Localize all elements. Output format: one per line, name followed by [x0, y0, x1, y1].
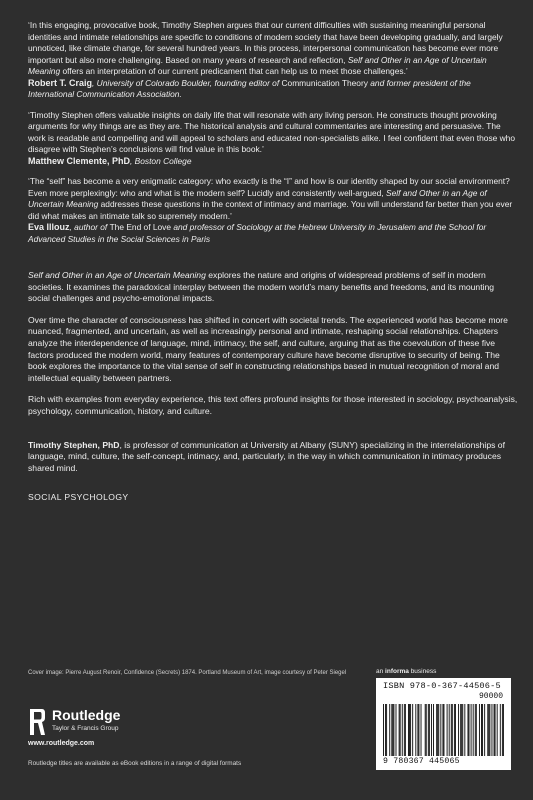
barcode-bar: [476, 704, 477, 756]
ebook-note: Routledge titles are available as eBook editions in a range of digital formats: [28, 760, 242, 767]
barcode-bar: [458, 704, 459, 756]
back-cover-text: [28, 20, 518, 502]
publisher-group: Taylor & Francis Group: [52, 725, 119, 732]
barcode-bar: [421, 704, 422, 756]
barcode-bar: [383, 704, 384, 756]
barcode-bar: [442, 704, 443, 756]
description-paragraph: Over time the character of consciousness has shifted in concert with societal trends. The experienced world has become more nuanced, fragmented, and uncertain, as well as increasingly personal and intimate, reshaping social relationships. Chapters analyze the interdependence of language, mind, intimacy, the self, and culture, arguing that as the coevolution of these five factors produced the modern world, many features of contemporary culture have become disruptive to security of being. The book explores the importance to the vital sense of self in constructing relationships based in mutual recognition of moral and intellectual equality between partners.: [28, 314, 508, 383]
barcode-bar: [452, 704, 453, 756]
barcode-bar: [425, 704, 426, 756]
barcode-bar: [444, 704, 445, 756]
barcode-bar: [482, 704, 483, 756]
endorser-affiliation: , author of: [69, 222, 110, 232]
barcode-bar: [415, 704, 416, 756]
barcode-number: 9 780367 445065: [383, 757, 460, 766]
barcode-bar: [479, 704, 480, 756]
author-bio: [28, 440, 518, 475]
journal-title: Communication Theory: [281, 77, 368, 88]
barcode-bar: [417, 704, 418, 756]
barcode-bar: [440, 704, 441, 756]
barcode-bar: [475, 704, 476, 756]
isbn-text: ISBN 978-0-367-44506-5: [383, 681, 501, 691]
barcode-bar: [473, 704, 474, 756]
quote-text-after: addresses these questions in the context of intimacy and marriage. You will understand far better than you ever did what makes an intimate talk so supremely modern.’: [28, 199, 513, 221]
quote-attribution: [28, 156, 518, 168]
informa-brand: informa: [385, 668, 409, 675]
barcode-bar: [455, 704, 456, 756]
barcode-bar: [410, 704, 411, 756]
endorser-name: Matthew Clemente, PhD: [28, 155, 131, 166]
endorser-affiliation-rest: and former president of the International Communication Association.: [28, 77, 471, 99]
endorsement-quote: [28, 110, 518, 168]
barcode-bar: [402, 704, 403, 756]
quote-attribution: [28, 78, 518, 101]
publisher-url: www.routledge.com: [28, 740, 95, 747]
quote-text: ‘The “self” has become a very enigmatic category: who exactly is the “I” and how is our identity shaped by our social environment? Even more perplexingly: who and what is the modern self? Lucidly and consistently well-argued,: [28, 176, 510, 198]
barcode-bar: [503, 704, 504, 756]
barcode-bar: [451, 704, 452, 756]
barcode-bar: [431, 704, 432, 756]
barcode-bar: [409, 704, 410, 756]
barcode-bar: [502, 704, 503, 756]
barcode-bar: [399, 704, 400, 756]
barcode-bar: [400, 704, 401, 756]
endorsement-quote: [28, 20, 518, 101]
barcode-bars: [383, 704, 504, 756]
endorser-affiliation: , Boston College: [130, 155, 192, 166]
endorser-affiliation: , University of Colorado Boulder, founding editor of: [92, 77, 282, 88]
endorser-affiliation-rest: and professor of Sociology at the Hebrew University in Jerusalem and the School for Advanced Studies in the Social Sciences in Paris: [28, 222, 487, 244]
description-text: explores the nature and origins of widespread problems of self in modern societies. It examines the paradoxical interplay between the modern world’s many benefits and freedoms, and its mounting social challenges and psycho-emotional impacts.: [28, 270, 495, 304]
publisher-name: Routledge: [52, 707, 121, 723]
barcode-bar: [471, 704, 472, 756]
quote-attribution: [28, 222, 518, 245]
barcode-bar: [385, 704, 386, 756]
barcode-bar: [489, 704, 490, 756]
quote-text: ‘In this engaging, provocative book, Timothy Stephen argues that our current difficulties with sustaining meaningful personal identities and intimate relationships are specific to conditions of modern society that have been developing gradually, and largely unnoticed, like climate change, for several hundred years. In this process, interpersonal communication has become ever more important but also more challenging. Based on many years of research and reflection,: [28, 20, 503, 65]
barcode-bar: [436, 704, 437, 756]
barcode-bar: [460, 704, 461, 756]
description-paragraph: Rich with examples from everyday experience, this text offers profound insights for those interested in sociology, psychoanalysis, psychology, communication, history, and culture.: [28, 394, 518, 416]
barcode-bar: [393, 704, 394, 756]
barcode-bar: [494, 704, 495, 756]
barcode-bar: [464, 704, 465, 756]
barcode-bar: [447, 704, 448, 756]
barcode-bar: [408, 704, 409, 756]
isbn-barcode: [376, 678, 511, 770]
price-addon: 90000: [478, 692, 503, 701]
barcode-bar: [461, 704, 462, 756]
barcode-bar: [426, 704, 427, 756]
barcode-bar: [497, 704, 498, 756]
barcode-bar: [454, 704, 455, 756]
informa-business-label: [376, 668, 436, 675]
endorser-name: Robert T. Craig: [28, 77, 93, 88]
barcode-bar: [392, 704, 393, 756]
barcode-bar: [491, 704, 492, 756]
barcode-bar: [389, 704, 390, 756]
barcode-bar: [488, 704, 489, 756]
quote-book-title: Self and Other in an Age of Uncertain Meaning: [28, 54, 487, 76]
subject-category: SOCIAL PSYCHOLOGY: [28, 492, 129, 503]
barcode-bar: [438, 704, 439, 756]
barcode-bar: [467, 704, 468, 756]
barcode-bar: [500, 704, 501, 756]
barcode-bar: [429, 704, 430, 756]
quote-text-after: offers an interpretation of our current predicament that can help us to meet those challenges.’: [60, 66, 408, 76]
barcode-bar: [484, 704, 485, 756]
informa-suffix: business: [408, 668, 437, 675]
informa-prefix: an: [376, 668, 386, 675]
cover-image-credit: Cover image: Pierre August Renoir, Confidence (Secrets) 1874. Portland Museum of Art, image courtesy of Peter Siegel: [28, 670, 347, 676]
barcode-bar: [449, 704, 450, 756]
barcode-bar: [405, 704, 406, 756]
barcode-bar: [495, 704, 496, 756]
section-gap: [28, 254, 518, 270]
barcode-bar: [462, 704, 463, 756]
author-name: Timothy Stephen, PhD: [28, 439, 120, 450]
barcode-bar: [428, 704, 429, 756]
routledge-mark-icon: [28, 707, 46, 737]
barcode-bar: [386, 704, 387, 756]
description-book-title: Self and Other in an Age of Uncertain Meaning: [28, 270, 206, 280]
barcode-bar: [412, 704, 413, 756]
quote-book-title: Self and Other in an Age of Uncertain Meaning: [28, 187, 487, 209]
endorser-name: Eva Illouz: [28, 222, 70, 232]
barcode-bar: [404, 704, 405, 756]
endorsement-quote: [28, 176, 518, 245]
barcode-bar: [469, 704, 470, 756]
book-reference: The End of Love: [109, 222, 172, 232]
author-bio-text: , is professor of communication at University at Albany (SUNY) specializing in the interrelationships of language, mind, culture, the self-concept, intimacy, and, particularly, in the way in which communication in intimacy produces shared mind.: [28, 439, 505, 473]
description-paragraph: [28, 270, 518, 305]
barcode-bar: [391, 704, 392, 756]
barcode-bar: [396, 704, 397, 756]
barcode-bar: [481, 704, 482, 756]
barcode-bar: [487, 704, 488, 756]
barcode-bar: [418, 704, 419, 756]
barcode-bar: [433, 704, 434, 756]
quote-text: ‘Timothy Stephen offers valuable insights on daily life that will resonate with any living person. He constructs thought provoking arguments for why things are as they are. The historical analysis and cultural commentaries are interesting and persuasive. The work is readable and compelling and will appeal to scholars and educated non-specialists alike. I feel confident that even those who disagree with Stephen’s conclusions will find value in this book.’: [28, 109, 515, 154]
barcode-bar: [437, 704, 438, 756]
